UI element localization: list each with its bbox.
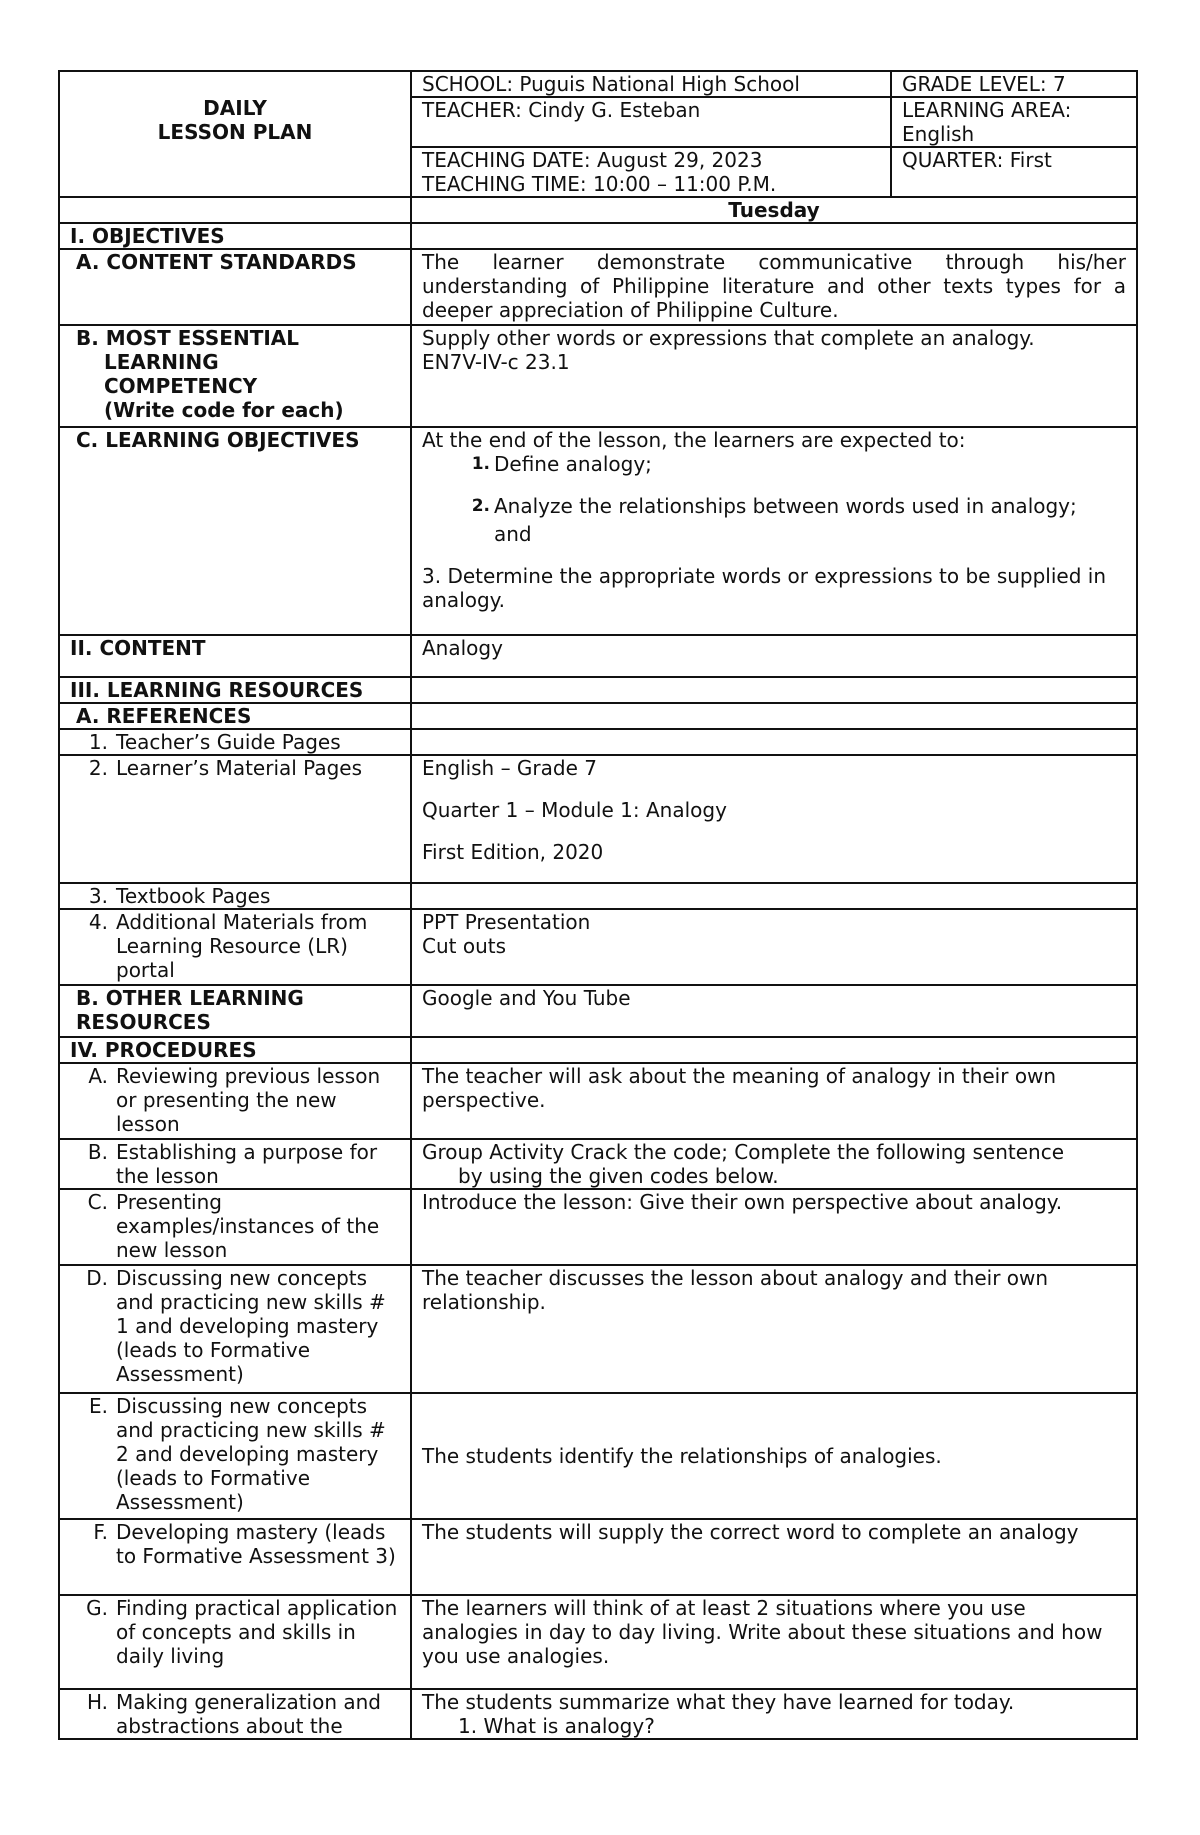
objective-item: 1. Define analogy; — [471, 452, 652, 476]
procedure-label-h: H. Making generalization and abstractions about the — [59, 1689, 411, 1739]
melc-text: Supply other words or expressions that complete an analogy. EN7V-IV-c 23.1 — [411, 325, 1137, 427]
objective-item: 2. Analyze the relationships between words used in analogy; — [471, 494, 1077, 518]
learners-material-value: English – Grade 7 Quarter 1 – Module 1: Analogy First Edition, 2020 — [411, 755, 1137, 883]
teacher-cell: TEACHER: Cindy G. Esteban — [411, 97, 891, 147]
procedure-label-a: A. Reviewing previous lesson or presenting the new lesson — [59, 1063, 411, 1139]
objectives-heading: I. OBJECTIVES — [59, 223, 411, 249]
teaching-date-time-cell: TEACHING DATE: August 29, 2023 TEACHING TIME: 10:00 – 11:00 P.M. — [411, 147, 891, 197]
melc-label: B. MOST ESSENTIAL LEARNING COMPETENCY (Write code for each) — [59, 325, 411, 427]
procedure-text-b: Group Activity Crack the code; Complete the following sentence by using the given codes below. — [411, 1139, 1137, 1189]
procedure-text-g: The learners will think of at least 2 situations where you use analogies in day to day living. Write about these situations and how you use analogies. — [411, 1595, 1137, 1689]
content-standards-text: The learner demonstrate communicative through his/her understanding of Philippine literature and other texts types for a deeper appreciation of Philippine Culture. — [411, 249, 1137, 325]
learning-objectives-text: At the end of the lesson, the learners are expected to: 1. Define analogy; 2. Analyze the relationships between words used in analogy; and 3. Determine the appropriate words or expressions to be supplied in analogy. — [411, 427, 1137, 635]
grade-level-cell: GRADE LEVEL: 7 — [891, 71, 1137, 97]
procedure-label-g: G. Finding practical application of concepts and skills in daily living — [59, 1595, 411, 1689]
procedure-text-f: The students will supply the correct word to complete an analogy — [411, 1519, 1137, 1595]
procedure-text-c: Introduce the lesson: Give their own perspective about analogy. — [411, 1189, 1137, 1265]
school-cell: SCHOOL: Puguis National High School — [411, 71, 891, 97]
procedure-label-c: C. Presenting examples/instances of the new lesson — [59, 1189, 411, 1265]
objective-item: 3. Determine the appropriate words or expressions to be supplied in analogy. — [422, 564, 1107, 612]
learning-objectives-label: C. LEARNING OBJECTIVES — [59, 427, 411, 635]
procedure-text-h: The students summarize what they have learned for today. 1. What is analogy? — [411, 1689, 1137, 1739]
procedures-heading: IV. PROCEDURES — [59, 1037, 411, 1063]
learning-area-cell: LEARNING AREA: English — [891, 97, 1137, 147]
content-value: Analogy — [411, 635, 1137, 677]
procedure-text-d: The teacher discusses the lesson about analogy and their own relationship. — [411, 1265, 1137, 1393]
references-label: A. REFERENCES — [59, 703, 411, 729]
textbook-pages-label: 3. Textbook Pages — [59, 883, 411, 909]
procedure-label-b: B. Establishing a purpose for the lesson — [59, 1139, 411, 1189]
procedure-label-f: F. Developing mastery (leads to Formative Assessment 3) — [59, 1519, 411, 1595]
additional-materials-label: 4. Additional Materials from Learning Resource (LR) portal — [59, 909, 411, 985]
content-standards-label: A. CONTENT STANDARDS — [59, 249, 411, 325]
other-resources-value: Google and You Tube — [411, 985, 1137, 1037]
procedure-label-e: E. Discussing new concepts and practicing new skills # 2 and developing mastery (leads to Formative Assessment) — [59, 1393, 411, 1519]
additional-materials-value: PPT Presentation Cut outs — [411, 909, 1137, 985]
content-label: II. CONTENT — [59, 635, 411, 677]
other-resources-label: B. OTHER LEARNING RESOURCES — [59, 985, 411, 1037]
procedure-label-d: D. Discussing new concepts and practicing new skills # 1 and developing mastery (leads to Formative Assessment) — [59, 1265, 411, 1393]
document-title: DAILY LESSON PLAN — [59, 71, 411, 197]
quarter-cell: QUARTER: First — [891, 147, 1137, 197]
learning-resources-heading: III. LEARNING RESOURCES — [59, 677, 411, 703]
day-cell: Tuesday — [411, 197, 1137, 223]
learners-material-label: 2. Learner’s Material Pages — [59, 755, 411, 883]
teachers-guide-label: 1. Teacher’s Guide Pages — [59, 729, 411, 755]
procedure-text-e: The students identify the relationships of analogies. — [411, 1393, 1137, 1519]
lesson-plan-document — [58, 70, 1136, 1740]
lesson-plan-table — [58, 70, 1138, 1740]
procedure-text-a: The teacher will ask about the meaning of analogy in their own perspective. — [411, 1063, 1137, 1139]
